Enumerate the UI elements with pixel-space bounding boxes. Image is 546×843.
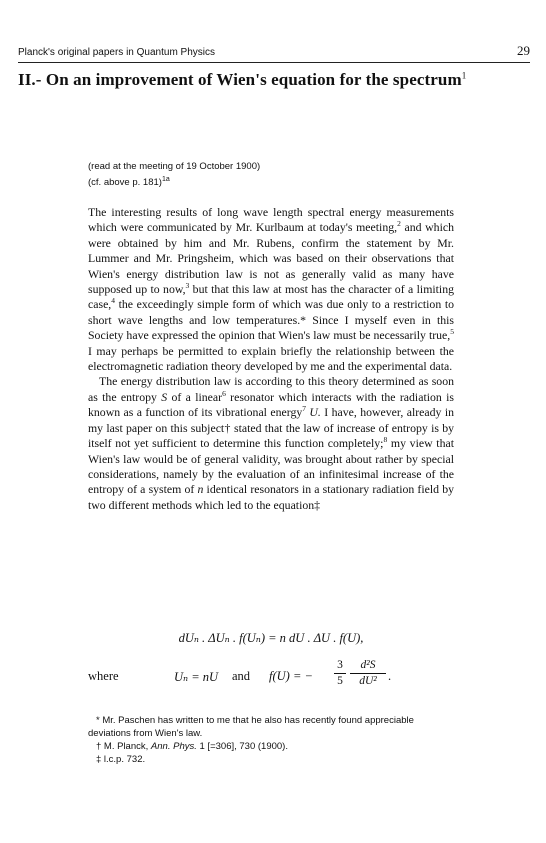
footnote-3: ‡ l.c.p. 732. [96, 754, 146, 765]
ref-marker: 5 [450, 327, 454, 337]
ref-marker: 4 [111, 296, 115, 306]
eq2-lhs: Uₙ = nU [174, 670, 219, 684]
footnotes [88, 714, 454, 766]
cf-line: (cf. above p. 181) [88, 177, 162, 189]
ref-marker: 3 [185, 281, 190, 291]
page-number: 29 [517, 43, 530, 58]
p1-text-5: I may perhaps be permitted to explain briefly the relationship between the electromagnetic radiation theory developed by me and the experimental data. [88, 343, 454, 374]
frac1-denominator: 5 [337, 675, 343, 687]
ref-marker: 6 [222, 388, 226, 398]
equation-2 [88, 658, 454, 698]
frac2-numerator: d²S [350, 658, 386, 674]
eq2-rhs: f(U) = − [269, 669, 313, 683]
p2-text-2: of a linear [167, 389, 223, 404]
fraction-second-derivative [350, 658, 386, 688]
var-energy: U. [309, 405, 321, 420]
p2-text-4: I have, however, already in my last paper on this subject† stated that the law of increase of entropy is by itself not yet sufficient to determine this function completely; [88, 405, 454, 451]
article-title [18, 70, 538, 90]
frac1-numerator: 3 [334, 658, 346, 674]
title-note-marker: 1 [461, 70, 467, 81]
and-label: and [232, 669, 251, 683]
p1-text-2: and which were obtained by him and Mr. Rubens, confirm the statement by Mr. Lummer and Mr. Pringsheim, which was based on their observations that Wien's energy distribution law is not as generally valid as many have supposed up to now, [88, 220, 454, 297]
article-title-text: II.- On an improvement of Wien's equation for the spectrum [18, 70, 462, 89]
paragraph-2 [88, 374, 454, 513]
ref-marker: 2 [397, 219, 401, 229]
var-n: n [197, 482, 204, 497]
running-head [18, 43, 530, 59]
fn2-journal: Ann. Phys. [150, 741, 197, 752]
fn2-text-2: 1 [=306], 730 (1900). [196, 741, 288, 752]
header-rule [18, 62, 530, 63]
ref-marker: 8 [383, 435, 388, 445]
article-body [88, 205, 454, 513]
equation-1: dUₙ . ΔUₙ . f(Uₙ) = n dU . ΔU . f(U), [178, 631, 364, 645]
ref-marker: 7 [302, 404, 306, 414]
p2-text-6: identical resonators in a stationary radiation field by two different methods which led to the equation‡ [88, 482, 455, 512]
meeting-info [88, 160, 388, 189]
where-label: where [88, 669, 119, 683]
cf-line-wrap [88, 173, 388, 189]
frac2-denominator: dU² [359, 675, 377, 687]
paragraph-1 [88, 205, 454, 374]
eq2-end: . [388, 669, 392, 683]
p1-text-1: The interesting results of long wave length spectral energy measurements which were communicated by Mr. Kurlbaum at today's meeting, [88, 205, 454, 235]
read-line: (read at the meeting of 19 October 1900) [88, 161, 261, 172]
fn2-text-1: † M. Planck, [96, 741, 151, 752]
fraction-three-fifths [334, 658, 346, 688]
footnote-2 [88, 740, 454, 753]
footnote-1: * Mr. Paschen has written to me that he also has recently found appreciable deviations from Wien's law. [88, 715, 414, 739]
p1-text-3: but that this law at most has the character of a limiting case, [88, 282, 454, 312]
p2-text-5: my view that Wien's law would be of general validity, was brought about rather by special considerations, namely by the evaluation of an infinitesimal increase of the entropy of a system of [88, 436, 454, 497]
var-entropy: S [161, 389, 168, 404]
running-title: Planck's original papers in Quantum Physics [18, 47, 216, 58]
p1-text-4: the exceedingly simple form of which was due only to a restriction to short wave lengths and low temperatures.* Since I myself even in this Society have expressed the opinion that Wien's law must be necessarily true, [88, 297, 454, 343]
cf-note-marker: 1a [161, 176, 170, 183]
p2-text-1: The energy distribution law is according to this theory determined as soon as the entropy [88, 374, 454, 404]
p2-text-3: resonator which interacts with the radiation is known as a function of its vibrational energy [88, 389, 454, 420]
